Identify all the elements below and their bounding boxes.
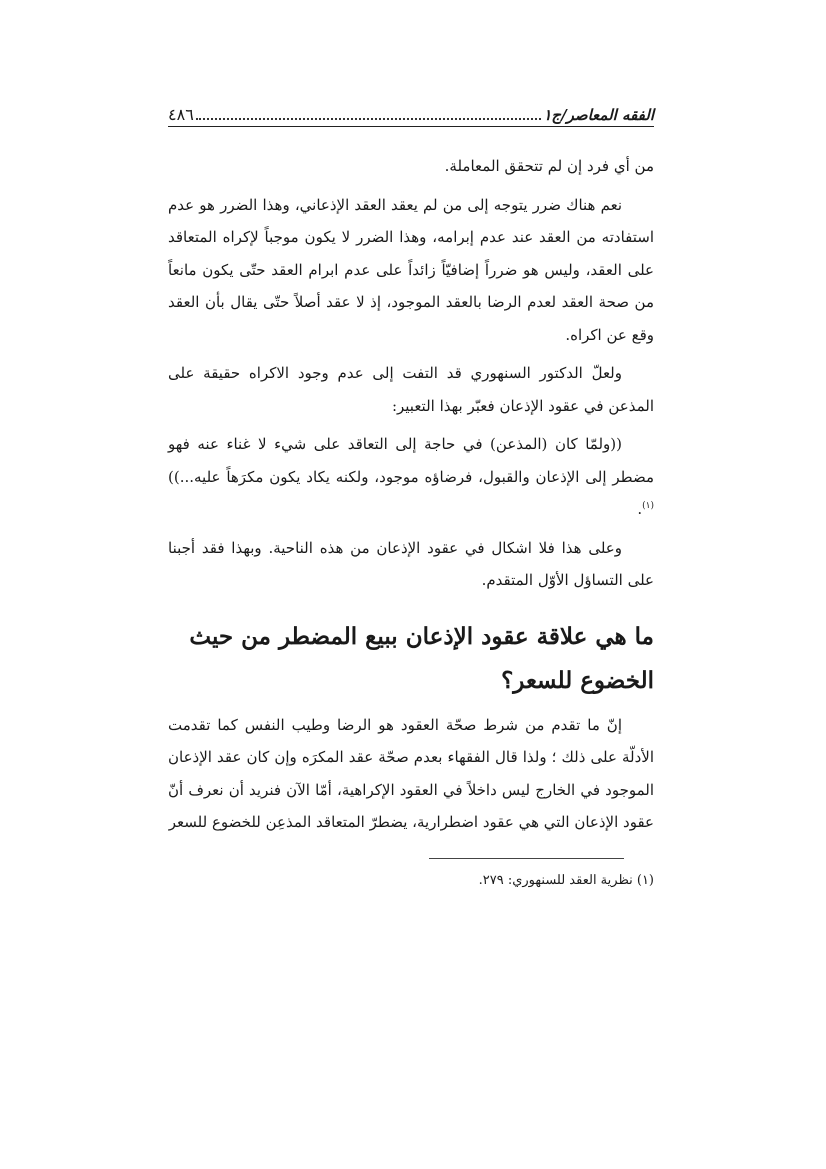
paragraph-2: نعم هناك ضرر يتوجه إلى من لم يعقد العقد الإذعاني، وهذا الضرر هو عدم استفادته من العقد عند عدم إبرامه، وهذا الضرر لا يكون موجباً لإكراه المتعاقد على العقد، وليس هو ضرراً إضافيّاً زائداً على عدم ابرام العقد حتّى يكون مانعاً من صحة العقد لعدم الرضا بالعقد الموجود، إذ لا عقد أصلاً حتّى يقال بأن العقد وقع عن اكراه.	[168, 195, 654, 344]
running-header	[168, 100, 654, 127]
quote-text: ((ولمّا كان (المذعن) في حاجة إلى التعاقد على شيء لا غناء عنه فهو مضطر إلى الإذعان والقبول، فرضاؤه موجود، ولكنه يكاد يكون مكرَهاً عليه...))	[168, 435, 654, 486]
paragraph-1: من أي فرد إن لم تتحقق المعاملة.	[444, 157, 654, 175]
document-page	[168, 0, 654, 1169]
section-heading: ما هي علاقة عقود الإذعان ببيع المضطر من حيث الخضوع للسعر؟	[189, 622, 654, 694]
paragraph-6: إنّ ما تقدم من شرط صحّة العقود هو الرضا وطيب النفس كما تقدمت الأدلّة على ذلك ؛ ولذا قال الفقهاء بعدم صحّة عقد المكرَه وإن كان عقد الإذعان الموجود في الخارج ليس داخلاً في العقود الإكراهية، أمّا الآن فنريد أن نعرف أنّ عقود الإذعان التي هي عقود اضطرارية، يضطرّ المتعاقد المذعِن للخضوع للسعر	[168, 715, 654, 831]
footnote-marker: (١)	[642, 501, 654, 511]
quote-end: .	[637, 500, 643, 518]
paragraph-3: ولعلّ الدكتور السنهوري قد التفت إلى عدم وجود الاكراه حقيقة على المذعن في عقود الإذعان فعبّر بهذا التعبير:	[168, 364, 654, 415]
quote-paragraph	[168, 428, 654, 526]
main-text	[168, 150, 654, 839]
header-leader-dots	[196, 117, 542, 120]
footnote: (١) نظرية العقد للسنهوري: ٢٧٩.	[478, 873, 654, 888]
paragraph-5: وعلى هذا فلا اشكال في عقود الإذعان من هذه الناحية. وبهذا فقد أجبنا على التساؤل الأوّل المتقدم.	[168, 538, 654, 589]
page-number: ٤٨٦	[168, 105, 194, 124]
header-title: الفقه المعاصر/ج١	[543, 106, 654, 124]
